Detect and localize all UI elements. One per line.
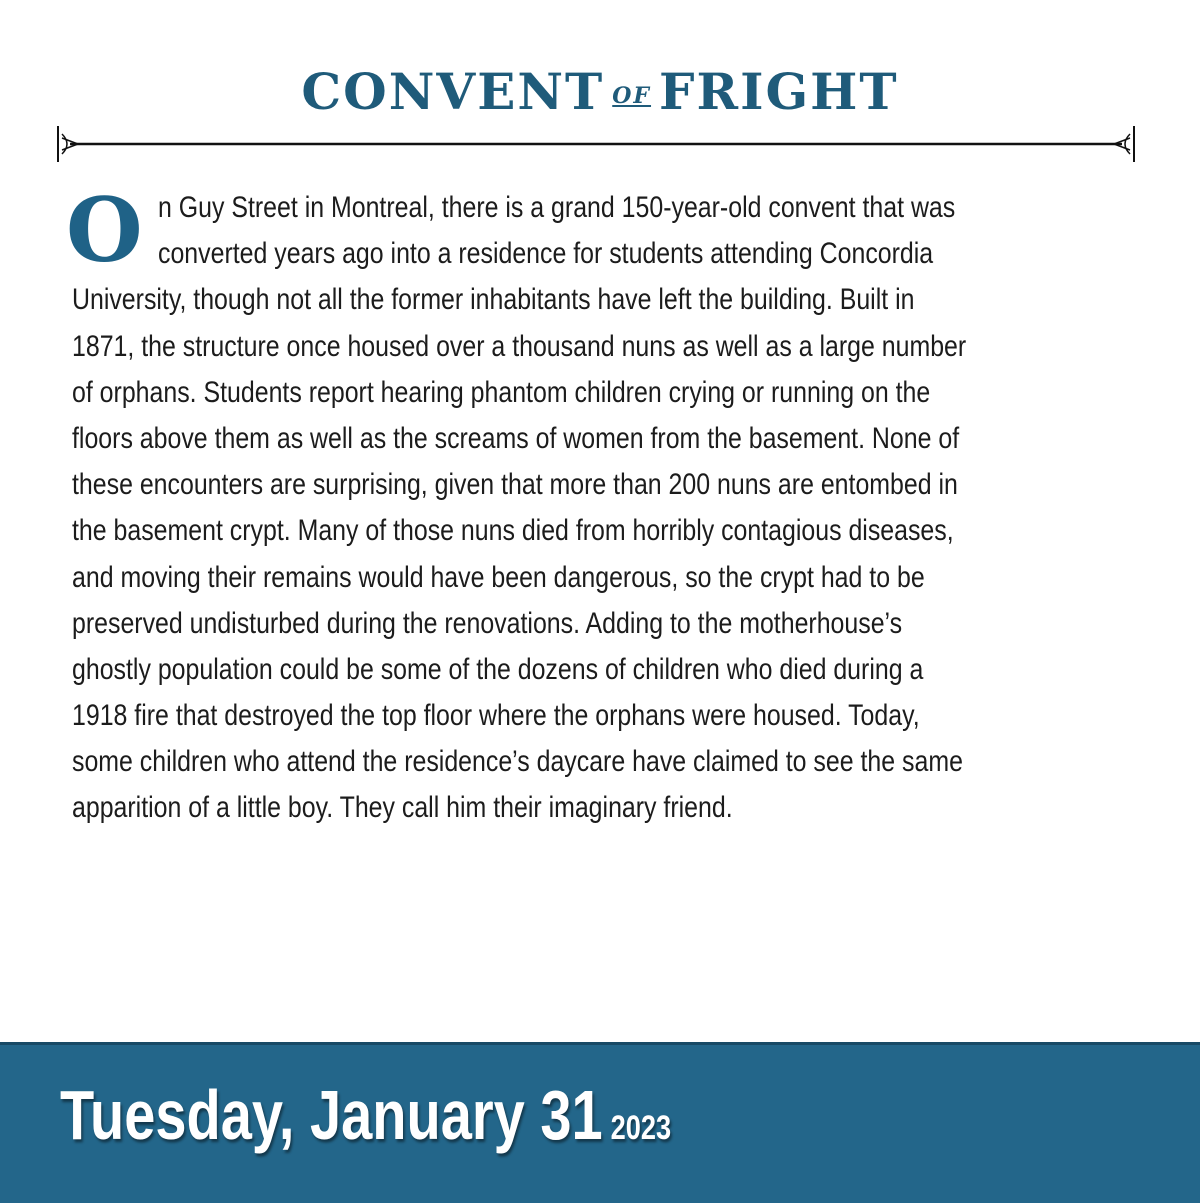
- article-line: preserved undisturbed during the renovations. Adding to the motherhouse’s: [72, 606, 903, 640]
- article-line: and moving their remains would have been dangerous, so the crypt had to be: [72, 560, 925, 594]
- article-body: [72, 185, 1149, 832]
- article-line: ghostly population could be some of the dozens of children who died during a: [72, 652, 924, 686]
- article-line: 1871, the structure once housed over a thousand nuns as well as a large number: [72, 329, 967, 363]
- article-line: of orphans. Students report hearing phantom children crying or running on the: [72, 375, 931, 409]
- drop-cap: O: [66, 178, 143, 282]
- article-line: apparition of a little boy. They call him their imaginary friend.: [72, 791, 733, 825]
- article-line: floors above them as well as the screams of women from the basement. None of: [72, 421, 960, 455]
- article-line: some children who attend the residence’s daycare have claimed to see the same: [72, 745, 963, 779]
- article-line: University, though not all the former inhabitants have left the building. Built in: [72, 283, 915, 317]
- ornamental-divider: [56, 124, 1136, 164]
- date-label: Tuesday, January 31: [60, 1076, 603, 1154]
- title-part-1: CONVENT: [301, 62, 605, 121]
- calendar-date: [60, 1075, 671, 1155]
- title-part-2: FRIGHT: [659, 62, 899, 121]
- article-line: these encounters are surprising, given that more than 200 nuns are entombed in: [72, 468, 958, 502]
- article-line: converted years ago into a residence for students attending Concordia: [158, 237, 934, 271]
- article-line: 1918 fire that destroyed the top floor where the orphans were housed. Today,: [72, 699, 920, 733]
- article-line: the basement crypt. Many of those nuns died from horribly contagious diseases,: [72, 514, 954, 548]
- title-of: OF: [612, 83, 652, 109]
- article-line: n Guy Street in Montreal, there is a grand 150-year-old convent that was: [158, 191, 956, 224]
- year-label: 2023: [610, 1109, 672, 1147]
- page-title: [0, 62, 1200, 121]
